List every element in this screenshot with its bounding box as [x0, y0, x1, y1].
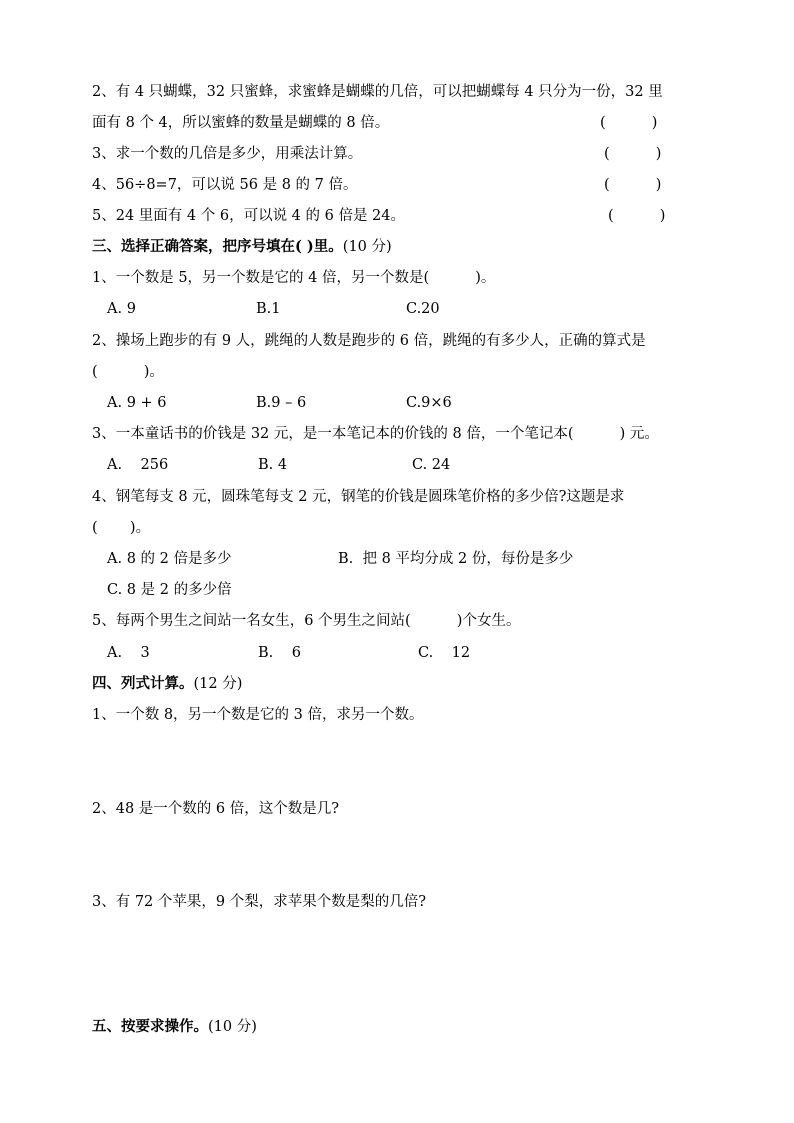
- judge-q2-answer-paren: ( ): [600, 115, 658, 131]
- s3-q4-option-c: C. 8 是 2 的多少倍: [107, 582, 232, 598]
- s3-q1-option-c: C.20: [406, 301, 440, 317]
- s3-q4-option-a: A. 8 的 2 倍是多少: [107, 551, 232, 567]
- s3-q2-option-b: B.9 – 6: [256, 395, 307, 411]
- s3-q5-stem: 5、每两个男生之间站一名女生，6 个男生之间站( )个女生。: [92, 613, 521, 629]
- s3-q1-stem: 1、一个数是 5，另一个数是它的 4 倍，另一个数是( )。: [92, 270, 496, 286]
- s3-q5-option-b: B. 6: [258, 645, 301, 661]
- section4-title: 四、列式计算。: [92, 675, 194, 692]
- s3-q3-option-c: C. 24: [412, 457, 451, 473]
- s4-q3: 3、有 72 个苹果，9 个梨，求苹果个数是梨的几倍?: [92, 894, 427, 910]
- section3-score: (10 分): [342, 239, 392, 255]
- s3-q3-option-a: A. 256: [107, 457, 169, 473]
- s4-q2: 2、48 是一个数的 6 倍，这个数是几?: [92, 801, 340, 817]
- s3-q1-option-a: A. 9: [107, 301, 136, 317]
- judge-q4: 4、56÷8=7，可以说 56 是 8 的 7 倍。: [92, 177, 358, 193]
- s3-q5-option-a: A. 3: [107, 645, 150, 661]
- section5-title: 五、按要求操作。: [92, 1018, 208, 1035]
- section4-score: (12 分): [193, 676, 243, 692]
- s3-q2-option-a: A. 9 + 6: [107, 395, 167, 411]
- s4-q1: 1、一个数 8，另一个数是它的 3 倍，求另一个数。: [92, 707, 424, 723]
- judge-q4-answer-paren: ( ): [604, 177, 662, 193]
- s3-q2-stem-line1: 2、操场上跑步的有 9 人，跳绳的人数是跑步的 6 倍，跳绳的有多少人，正确的算式是: [92, 333, 646, 349]
- judge-q3-answer-paren: ( ): [604, 146, 662, 162]
- s3-q2-stem-line2: ( )。: [92, 364, 164, 380]
- section5-heading: [92, 1017, 257, 1037]
- section3-heading: [92, 237, 392, 257]
- s3-q3-option-b: B. 4: [258, 457, 288, 473]
- s3-q5-option-c: C. 12: [418, 645, 471, 661]
- s3-q4-stem-line2: ( )。: [92, 520, 151, 536]
- s3-q3-stem: 3、一本童话书的价钱是 32 元，是一本笔记本的价钱的 8 倍，一个笔记本( ) 元。: [92, 426, 659, 442]
- judge-q5-answer-paren: ( ): [608, 208, 666, 224]
- judge-q2-line1: 2、有 4 只蝴蝶，32 只蜜蜂，求蜜蜂是蝴蝶的几倍，可以把蝴蝶每 4 只分为一份，32 里: [92, 84, 663, 100]
- section5-score: (10 分): [208, 1019, 257, 1035]
- s3-q1-option-b: B.1: [256, 301, 281, 317]
- section3-title: 三、选择正确答案，把序号填在( )里。: [92, 238, 343, 255]
- judge-q3: 3、求一个数的几倍是多少，用乘法计算。: [92, 146, 363, 162]
- s3-q4-stem-line1: 4、钢笔每支 8 元，圆珠笔每支 2 元，钢笔的价钱是圆珠笔价格的多少倍?这题是求: [92, 489, 625, 505]
- s3-q2-option-c: C.9×6: [406, 395, 452, 411]
- section4-heading: [92, 674, 242, 694]
- judge-q5: 5、24 里面有 4 个 6，可以说 4 的 6 倍是 24。: [92, 208, 406, 224]
- judge-q2-line2: 面有 8 个 4，所以蜜蜂的数量是蝴蝶的 8 倍。: [92, 115, 390, 131]
- s3-q4-option-b: B. 把 8 平均分成 2 份，每份是多少: [338, 551, 574, 567]
